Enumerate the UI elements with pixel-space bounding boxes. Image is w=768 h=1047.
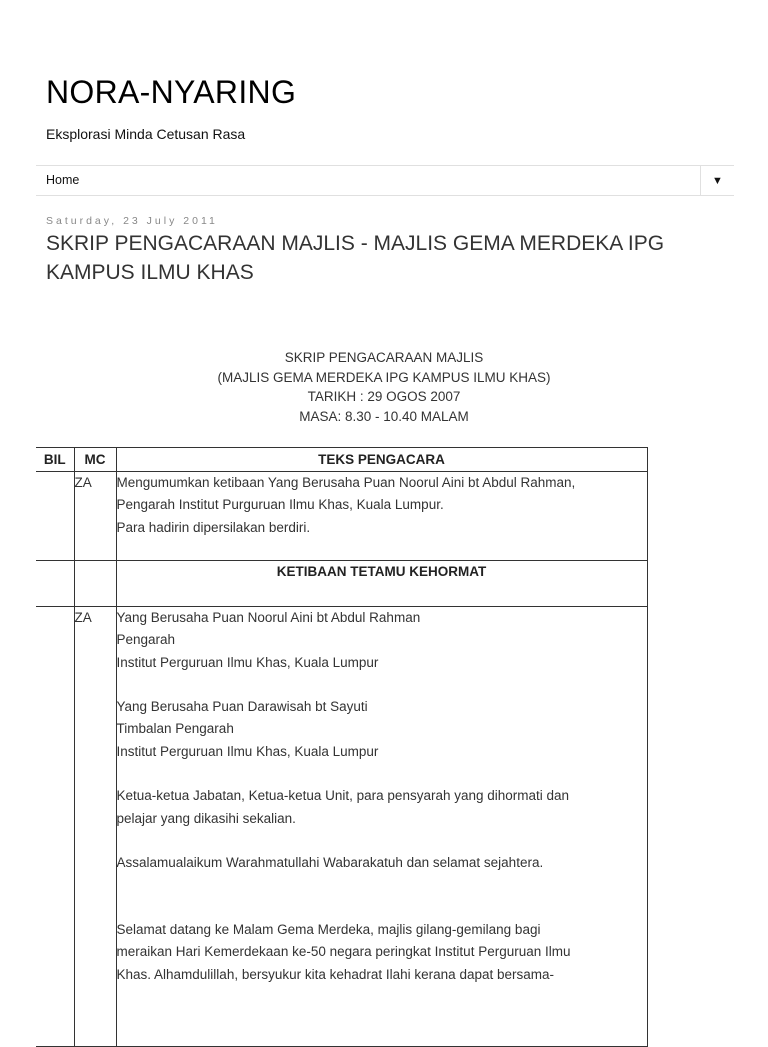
script-header-date: TARIKH : 29 OGOS 2007 [307, 389, 461, 404]
text-line: Yang Berusaha Puan Noorul Aini bt Abdul Rahman [116, 610, 421, 625]
column-header-mc: MC [74, 448, 116, 472]
text-line: Institut Perguruan Ilmu Khas, Kuala Lumpur [116, 654, 379, 670]
table-row [36, 561, 647, 607]
bil-cell [36, 607, 74, 1047]
text-line: Para hadirin dipersilakan berdiri. [116, 519, 311, 535]
section-heading-cell: KETIBAAN TETAMU KEHORMAT [116, 561, 647, 607]
text-line: Pengarah Institut Purguruan Ilmu Khas, Kuala Lumpur. [116, 497, 444, 513]
script-header-time: MASA: 8.30 - 10.40 MALAM [299, 408, 469, 424]
text-line: Ketua-ketua Jabatan, Ketua-ketua Unit, para pensyarah yang dihormati dan [116, 788, 570, 804]
text-line: pelajar yang dikasihi sekalian. [116, 810, 296, 826]
script-header-event: (MAJLIS GEMA MERDEKA IPG KAMPUS ILMU KHAS) [217, 369, 551, 385]
text-line: Institut Perguruan Ilmu Khas, Kuala Lumpur [116, 743, 379, 759]
mc-cell [74, 561, 116, 607]
table-row [36, 607, 647, 1047]
teks-cell [116, 607, 647, 1047]
table-row [36, 472, 647, 561]
dropdown-arrow-icon[interactable]: ▼ [700, 166, 734, 195]
script-header [150, 348, 618, 426]
text-line: Yang Berusaha Puan Darawisah bt Sayuti [116, 699, 368, 715]
post-date: Saturday, 23 July 2011 [46, 215, 218, 227]
text-line: Pengarah [116, 632, 176, 648]
teks-cell [116, 472, 647, 561]
text-line: Khas. Alhamdulillah, bersyukur kita kehadrat Ilahi kerana dapat bersama- [116, 966, 554, 982]
bil-cell [36, 561, 74, 607]
column-header-bil: BIL [36, 448, 74, 472]
mc-cell: ZA [74, 607, 116, 1047]
mc-cell: ZA [74, 472, 116, 561]
text-line: Assalamualaikum Warahmatullahi Wabarakatuh dan selamat sejahtera. [116, 855, 544, 871]
blog-description: Eksplorasi Minda Cetusan Rasa [46, 126, 246, 142]
navigation-bar [36, 165, 734, 196]
nav-home-link[interactable]: Home [46, 173, 80, 187]
bil-cell [36, 472, 74, 561]
post-title[interactable]: SKRIP PENGACARAAN MAJLIS - MAJLIS GEMA MERDEKA IPG KAMPUS ILMU KHAS [46, 232, 665, 284]
text-line: Timbalan Pengarah [116, 721, 234, 737]
text-line: meraikan Hari Kemerdekaan ke-50 negara peringkat Institut Perguruan Ilmu [116, 944, 571, 960]
column-header-teks: TEKS PENGACARA [116, 448, 647, 472]
script-table [36, 447, 648, 1047]
blog-title[interactable]: NORA-NYARING [46, 74, 297, 110]
text-line: Selamat datang ke Malam Gema Merdeka, majlis gilang-gemilang bagi [116, 922, 541, 938]
text-line: Mengumumkan ketibaan Yang Berusaha Puan Noorul Aini bt Abdul Rahman, [116, 475, 576, 490]
script-header-title: SKRIP PENGACARAAN MAJLIS [284, 350, 484, 365]
table-header-row [36, 448, 647, 472]
